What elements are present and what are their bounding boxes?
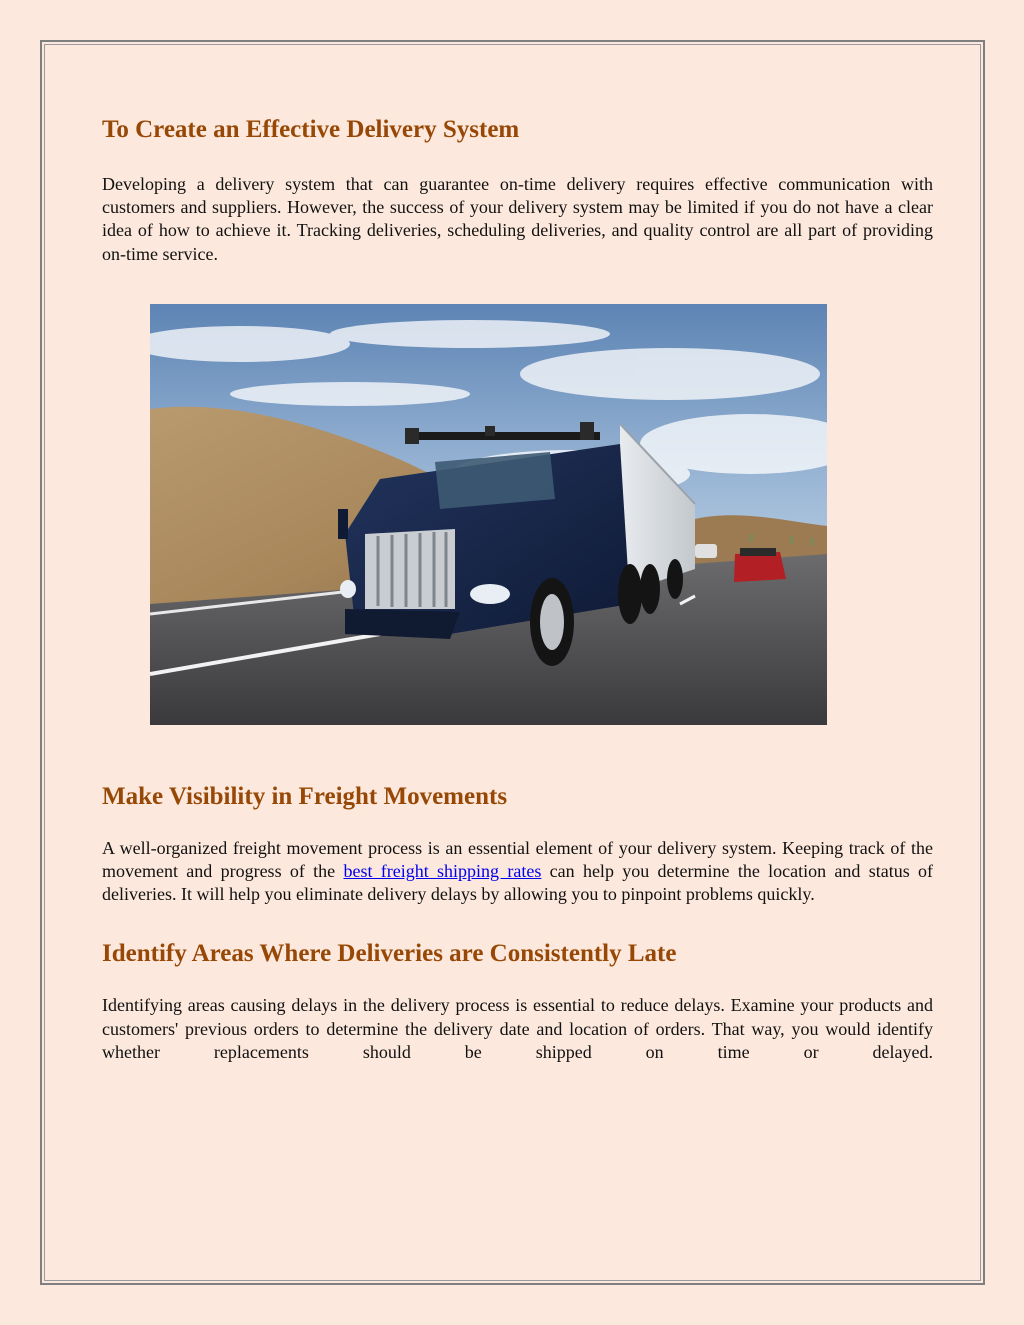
truck-illustration bbox=[150, 304, 827, 725]
document-body bbox=[102, 114, 933, 1064]
truck-photo bbox=[150, 304, 827, 725]
section-heading-late-deliveries: Identify Areas Where Deliveries are Consistently Late bbox=[102, 940, 677, 968]
section-heading-freight-visibility: Make Visibility in Freight Movements bbox=[102, 782, 508, 810]
section-paragraph-delivery-system: Developing a delivery system that can guarantee on-time delivery requires effective communication with customers and suppliers. However, the success of your delivery system may be limited if you do not have a clear idea of how to achieve it. Tracking deliveries, scheduling deliveries, and quality control are all part of providing on-time service. bbox=[102, 174, 933, 264]
best-freight-shipping-rates-link[interactable]: best freight shipping rates bbox=[343, 861, 542, 882]
section-paragraph-late-deliveries: Identifying areas causing delays in the delivery process is essential to reduce delays. Examine your products and customers' previous orders to determine the delivery date and location of orders. That way, you would identify whether replacements should be shipped on time or delayed. bbox=[102, 995, 933, 1062]
paragraph-text-after-link: can help you determine the location and status of deliveries. It will help you eliminate delivery delays by allowing you to pinpoint problems quickly. bbox=[102, 861, 933, 905]
section-heading-delivery-system: To Create an Effective Delivery System bbox=[102, 116, 520, 143]
section-paragraph-freight-visibility bbox=[102, 837, 933, 907]
paragraph-text-before-link: A well-organized freight movement process is an essential element of your delivery system. Keeping track of the movement and progress of the bbox=[102, 837, 933, 882]
